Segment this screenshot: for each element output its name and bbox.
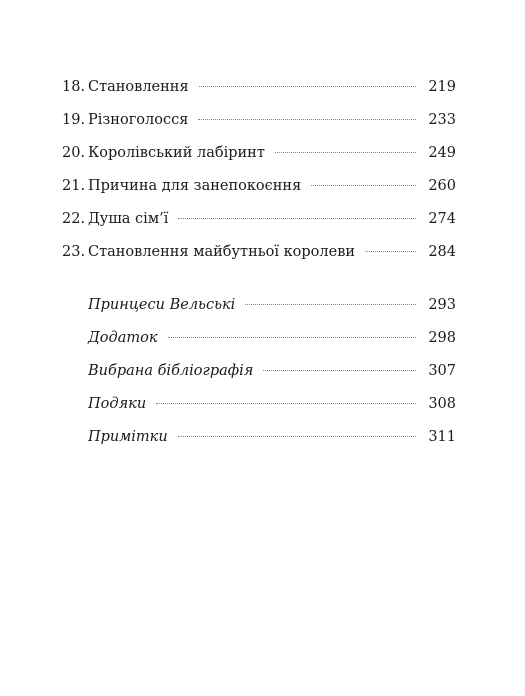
toc-entry-appendix [62,393,456,426]
appendix-title: Подяки [88,396,147,412]
toc-entry-appendix [62,294,456,327]
dot-leader [156,403,416,404]
page-number: 307 [428,363,456,379]
page-number: 284 [428,244,456,260]
appendix-title: Примітки [88,429,168,445]
toc-entry [62,142,456,175]
dot-leader [263,370,416,371]
chapter-number: 19. [62,112,86,128]
dot-leader [178,436,416,437]
chapter-title: Різноголосся [88,112,189,128]
page-number: 298 [428,330,456,346]
toc-entry [62,76,456,109]
page-number: 249 [428,145,456,161]
page-number: 311 [428,429,456,445]
page-number: 293 [428,297,456,313]
chapter-number: 18. [62,79,86,95]
dot-leader [199,86,416,87]
section-gap [62,274,456,294]
page-number: 233 [428,112,456,128]
dot-leader [178,218,416,219]
chapter-title: Причина для занепокоєння [88,178,302,194]
chapter-number: 21. [62,178,86,194]
chapter-title: Становлення майбутньої королеви [88,244,356,260]
dot-leader [198,119,416,120]
chapter-title: Душа сім’ї [88,211,169,227]
chapter-number: 22. [62,211,86,227]
chapter-number: 20. [62,145,86,161]
page-number: 308 [428,396,456,412]
table-of-contents [62,76,456,459]
toc-entry [62,241,456,274]
chapter-title: Королівський лабіринт [88,145,265,161]
page-number: 274 [428,211,456,227]
dot-leader [275,152,416,153]
appendix-title: Принцеси Вельські [88,297,236,313]
appendix-title: Додаток [88,330,158,346]
chapter-number: 23. [62,244,86,260]
page-number: 219 [428,79,456,95]
appendix-title: Вибрана бібліографія [88,363,254,379]
dot-leader [168,337,417,338]
dot-leader [365,251,416,252]
toc-entry [62,109,456,142]
dot-leader [311,185,416,186]
toc-entry [62,175,456,208]
toc-entry-appendix [62,327,456,360]
toc-entry-appendix [62,426,456,459]
chapter-title: Становлення [88,79,189,95]
page-number: 260 [428,178,456,194]
dot-leader [245,304,416,305]
toc-entry [62,208,456,241]
toc-entry-appendix [62,360,456,393]
